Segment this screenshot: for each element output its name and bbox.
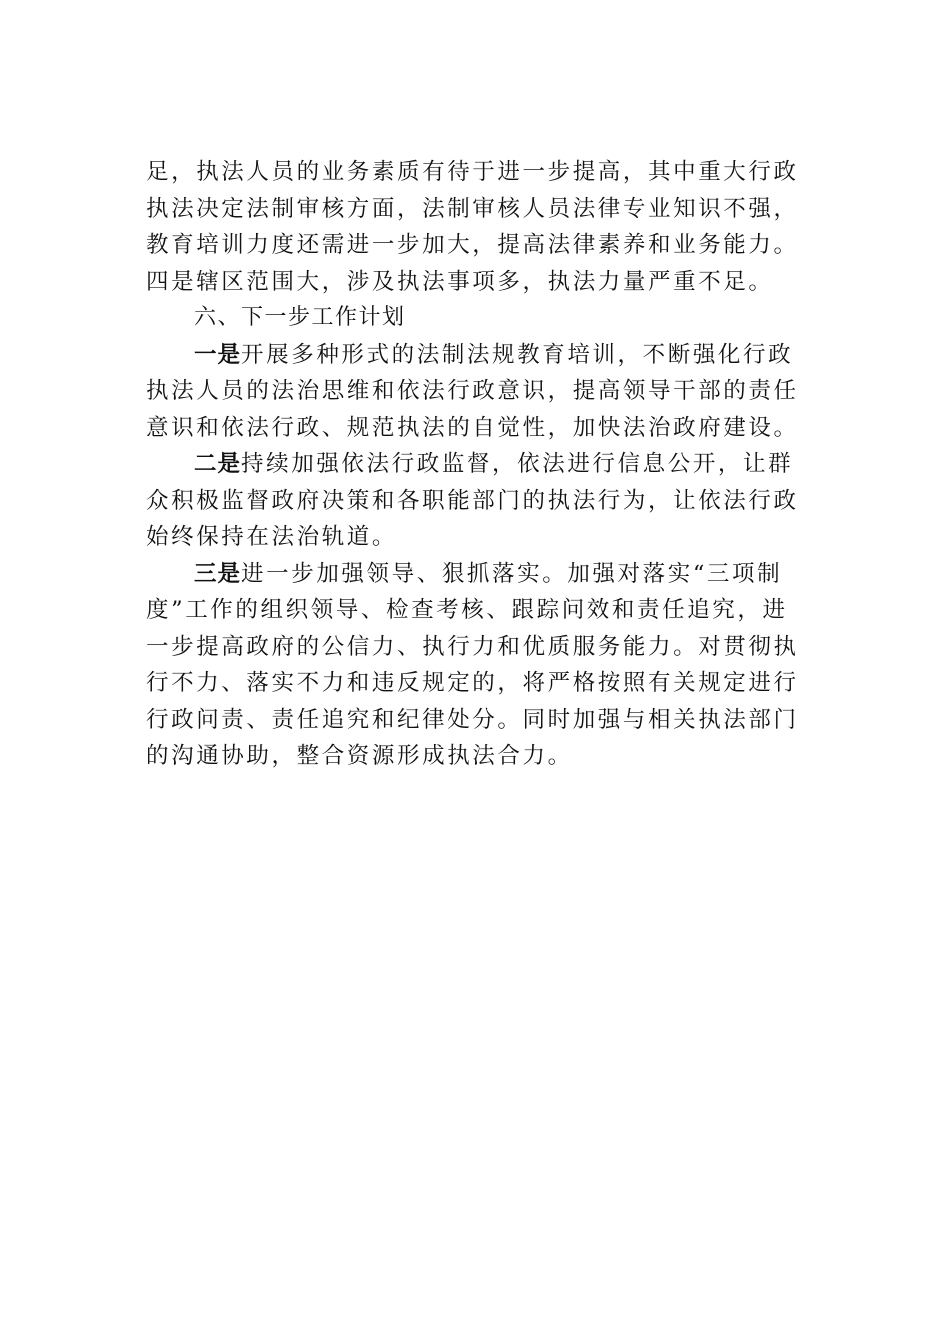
document-body — [146, 154, 806, 775]
plan-paragraph-1 — [146, 337, 806, 447]
plan-text-1: 开展多种形式的法制法规教育培训，不断强化行政执法人员的法治思维和依法行政意识，提高领导干部的责任意识和依法行政、规范执法的自觉性，加快法治政府建设。 — [146, 341, 799, 441]
section-heading: 六、下一步工作计划 — [194, 305, 406, 330]
plan-text-2: 持续加强依法行政监督，依法进行信息公开，让群众积极监督政府决策和各职能部门的执法行为，让依法行政始终保持在法治轨道。 — [146, 451, 799, 550]
plan-lead-1: 一是 — [194, 341, 242, 368]
plan-text-3: 进一步加强领导、狠抓落实。加强对落实“三项制度”工作的组织领导、检查考核、跟踪问效和责任追究，进一步提高政府的公信力、执行力和优质服务能力。对贯彻执行不力、落实不力和违反规定的，将严格按照有关规定进行行政问责、责任追究和纪律处分。同时加强与相关执法部门的沟通协助，整合资源形成执法合力。 — [146, 560, 799, 769]
plan-paragraph-2 — [146, 446, 806, 556]
plan-lead-3: 三是 — [194, 560, 242, 587]
plan-paragraph-3 — [146, 556, 806, 775]
plan-lead-2: 二是 — [194, 451, 242, 477]
intro-paragraph: 足，执法人员的业务素质有待于进一步提高，其中重大行政执法决定法制审核方面，法制审核人员法律专业知识不强，教育培训力度还需进一步加大，提高法律素养和业务能力。四是辖区范围大，涉及执法事项多，执法力量严重不足。 — [146, 159, 799, 295]
